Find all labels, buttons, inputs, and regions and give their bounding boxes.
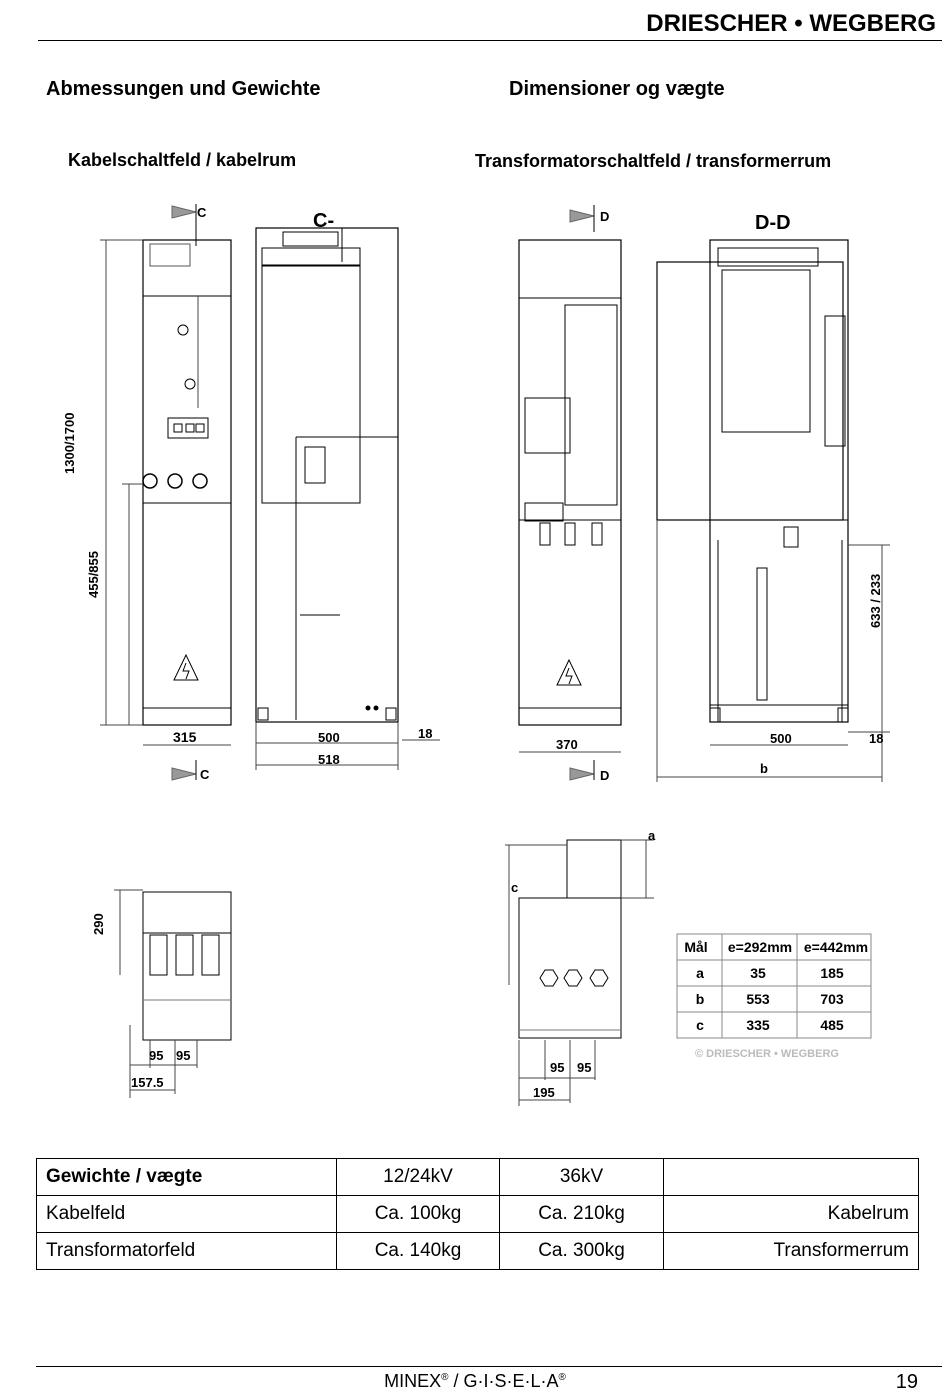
mal-header-0: Mål bbox=[684, 939, 708, 955]
mal-row-b-1: 553 bbox=[746, 991, 770, 1007]
c-section-dimensions bbox=[256, 722, 440, 770]
row-transformatorfeld-label: Transformatorfeld bbox=[37, 1233, 337, 1270]
row-kabelfeld-danish: Kabelrum bbox=[664, 1196, 919, 1233]
subtitle-transformer-panel: Transformatorschaltfeld / transformerrum bbox=[475, 151, 832, 171]
left-dimension-lines bbox=[100, 240, 143, 725]
row-transformatorfeld-36kv: Ca. 300kg bbox=[500, 1233, 664, 1270]
title-german: Abmessungen und Gewichte bbox=[46, 78, 321, 100]
row-kabelfeld-36kv: Ca. 210kg bbox=[500, 1196, 664, 1233]
footer-product-name-2: G·I·S·E·L·A bbox=[463, 1371, 559, 1391]
mal-row-c-label: c bbox=[696, 1017, 704, 1033]
dim-95-c: 95 bbox=[550, 1060, 565, 1075]
cable-panel-bottom-plan bbox=[143, 892, 231, 1040]
section-label-d-top: D bbox=[600, 209, 610, 224]
dim-c: c bbox=[511, 880, 519, 895]
mal-row-b-label: b bbox=[695, 991, 705, 1007]
weights-header-empty bbox=[664, 1159, 919, 1196]
section-label-d-bottom: D bbox=[600, 768, 610, 783]
cable-panel-section-c bbox=[256, 228, 398, 722]
dim-95-d: 95 bbox=[577, 1060, 592, 1075]
dim-370: 370 bbox=[556, 737, 578, 752]
section-label-c-bottom: C bbox=[200, 767, 210, 782]
mal-row-c-1: 335 bbox=[746, 1017, 770, 1033]
mal-header-1: e=292mm bbox=[727, 939, 793, 955]
mal-row-a-2: 185 bbox=[820, 965, 844, 981]
row-kabelfeld-12-24kv: Ca. 100kg bbox=[337, 1196, 500, 1233]
mal-header-2: e=442mm bbox=[803, 939, 869, 955]
title-danish: Dimensioner og vægte bbox=[509, 78, 725, 100]
footer-product bbox=[0, 1371, 950, 1392]
weights-header-label: Gewichte / vægte bbox=[37, 1159, 337, 1196]
dim-95-b: 95 bbox=[176, 1048, 191, 1063]
weights-table bbox=[36, 1158, 919, 1270]
dim-500-left: 500 bbox=[318, 730, 340, 745]
weights-header-12-24kv: 12/24kV bbox=[337, 1159, 500, 1196]
mal-row-a-1: 35 bbox=[750, 965, 766, 981]
brand-header: DRIESCHER • WEGBERG bbox=[646, 10, 936, 37]
dim-315: 315 bbox=[173, 729, 197, 745]
transformer-panel-bottom-plan bbox=[519, 840, 621, 1038]
dim-18-left: 18 bbox=[418, 726, 433, 741]
drawing-copyright: © DRIESCHER • WEGBERG bbox=[695, 1048, 839, 1060]
transformer-panel-section-d bbox=[657, 240, 848, 722]
table-row bbox=[37, 1196, 919, 1233]
footer-registered-mark-2: ® bbox=[558, 1372, 566, 1383]
section-marks-c bbox=[172, 204, 196, 780]
dim-500-right: 500 bbox=[770, 731, 792, 746]
table-row bbox=[37, 1233, 919, 1270]
dim-518: 518 bbox=[318, 752, 340, 767]
cable-panel-front-view bbox=[143, 240, 231, 725]
dim-18-right: 18 bbox=[869, 731, 884, 746]
dim-157-5: 157.5 bbox=[131, 1075, 164, 1090]
weights-header-row bbox=[37, 1159, 919, 1196]
section-label-c-top: C bbox=[197, 205, 207, 220]
transformer-panel-front-view bbox=[519, 240, 621, 725]
dim-b: b bbox=[760, 761, 768, 776]
dim-290: 290 bbox=[91, 913, 106, 935]
footer-registered-mark: ® bbox=[441, 1372, 449, 1383]
mal-row-c-2: 485 bbox=[820, 1017, 844, 1033]
row-kabelfeld-label: Kabelfeld bbox=[37, 1196, 337, 1233]
row-transformatorfeld-danish: Transformerrum bbox=[664, 1233, 919, 1270]
dim-195: 195 bbox=[533, 1085, 555, 1100]
footer-separator: / bbox=[448, 1371, 464, 1391]
mal-row-a-label: a bbox=[696, 965, 704, 981]
section-title-c: C- bbox=[313, 210, 335, 232]
footer-product-name: MINEX bbox=[384, 1371, 442, 1391]
row-transformatorfeld-12-24kv: Ca. 140kg bbox=[337, 1233, 500, 1270]
mal-row-b-2: 703 bbox=[820, 991, 844, 1007]
section-marks-d bbox=[570, 205, 594, 780]
subtitle-cable-panel: Kabelschaltfeld / kabelrum bbox=[68, 150, 297, 170]
dim-a: a bbox=[648, 828, 656, 843]
weights-header-36kv: 36kV bbox=[500, 1159, 664, 1196]
page-number: 19 bbox=[895, 1371, 918, 1393]
dim-95-a: 95 bbox=[149, 1048, 164, 1063]
plan-left-dimensions bbox=[114, 890, 197, 1098]
dim-633-233: 633 / 233 bbox=[868, 573, 883, 628]
dim-455-855: 455/855 bbox=[86, 551, 101, 598]
section-title-d: D-D bbox=[755, 212, 791, 234]
dim-1300-1700: 1300/1700 bbox=[62, 412, 77, 474]
footer-rule bbox=[36, 1366, 942, 1367]
